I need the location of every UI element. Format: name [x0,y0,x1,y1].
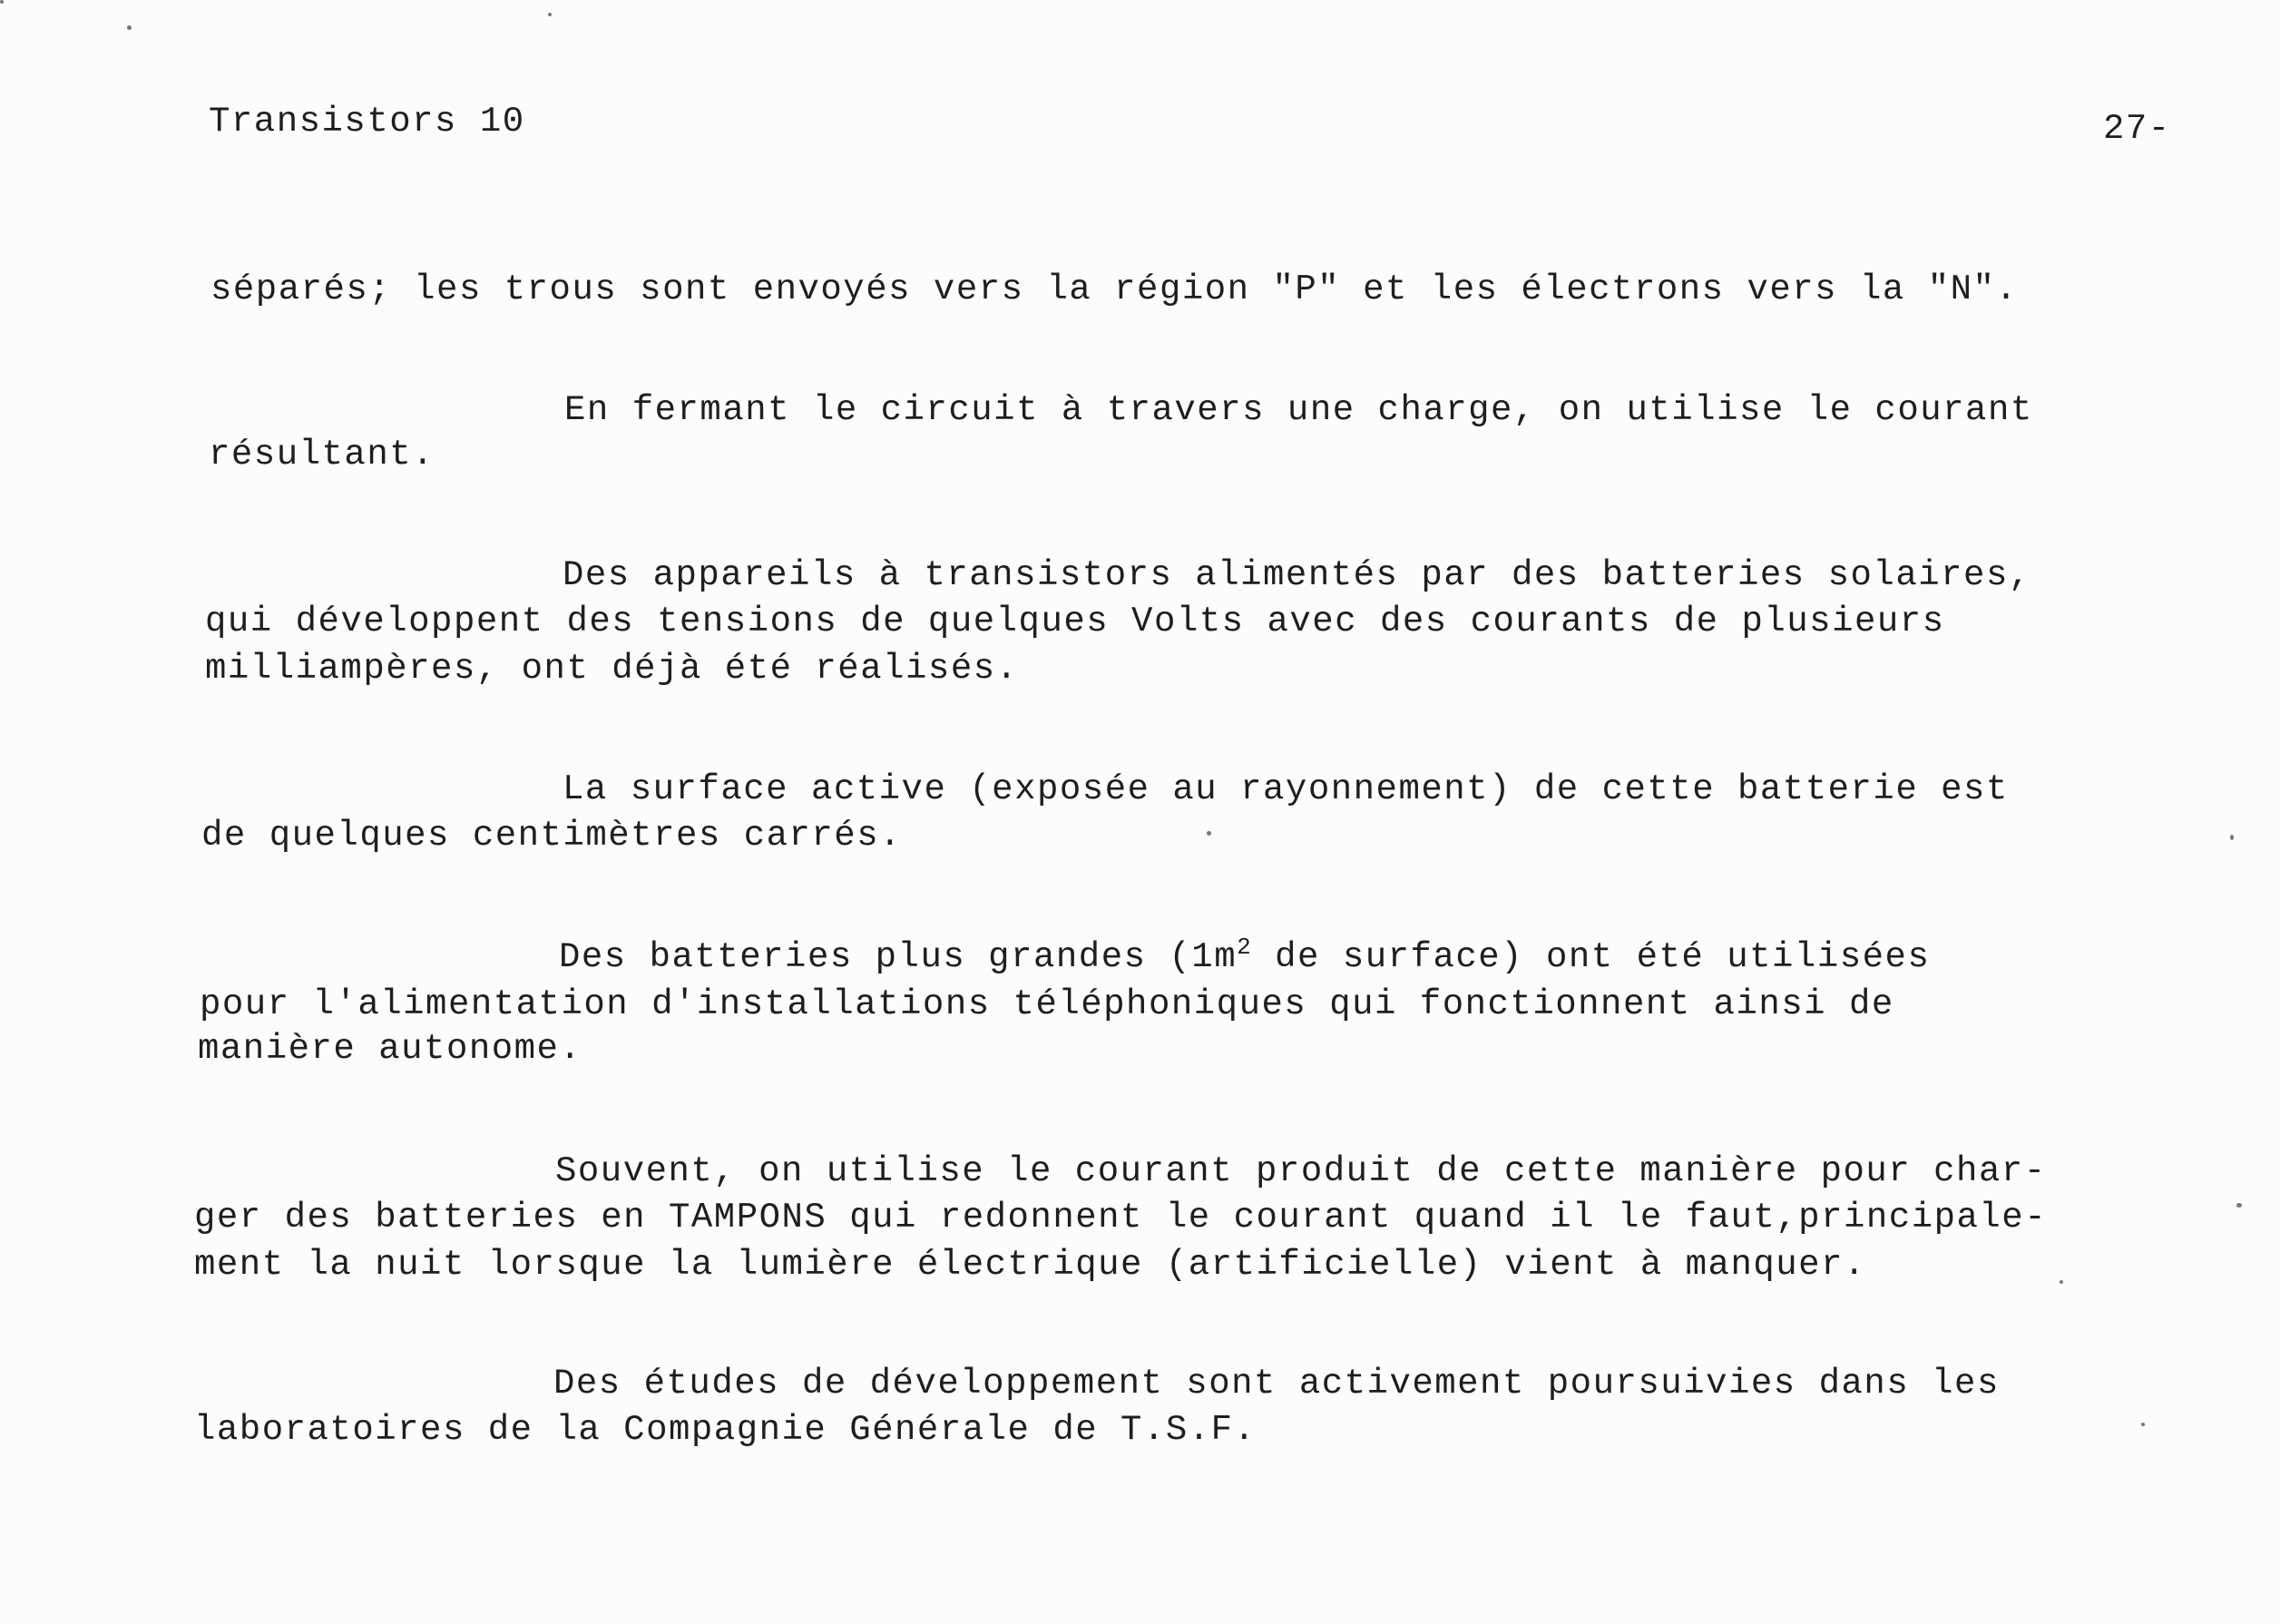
paragraph-6-line-2: ger des batteries en TAMPONS qui redonnent le courant quand il le faut,principale- [194,1198,2048,1238]
paragraph-2-line-1: En fermant le circuit à travers une charge, on utilise le courant [564,390,2033,430]
paragraph-5-line-1-before: Des batteries plus grandes (1m [559,937,1238,977]
scan-speck [2060,1280,2063,1284]
scan-speck [548,13,552,16]
scan-speck [0,0,4,4]
paragraph-5-line-2: pour l'alimentation d'installations téléphoniques qui fonctionnent ainsi de [200,984,1894,1024]
superscript-exponent: 2 [1237,934,1253,961]
page-number: 27- [2103,109,2171,149]
scan-speck [2141,1423,2145,1426]
paragraph-6-line-3: ment la nuit lorsque la lumière électrique (artificielle) vient à manquer. [194,1245,1866,1285]
paragraph-2-line-2: résultant. [209,435,435,474]
paragraph-4-line-2: de quelques centimètres carrés. [201,816,903,856]
paragraph-7-line-2: laboratoires de la Compagnie Générale de T.S.F. [194,1410,1257,1450]
running-header-title: Transistors 10 [209,102,525,142]
paragraph-5-line-3: manière autonome. [198,1029,582,1069]
paragraph-4-line-1: La surface active (exposée au rayonnement) de cette batterie est [563,769,2009,809]
scan-speck [1207,831,1211,836]
paragraph-5-line-1 [559,934,1931,977]
paragraph-3-line-1: Des appareils à transistors alimentés par des batteries solaires, [563,555,2031,595]
scan-speck [2230,835,2234,840]
paragraph-3-line-3: milliampères, ont déjà été réalisés. [205,649,1019,689]
paragraph-3-line-2: qui développent des tensions de quelques Volts avec des courants de plusieurs [205,602,1945,641]
scan-speck [127,25,132,30]
paragraph-1-line-1: séparés; les trous sont envoyés vers la région "P" et les électrons vers la "N". [210,269,2019,309]
paragraph-5-line-1-after: de surface) ont été utilisées [1252,937,1931,977]
paragraph-7-line-1: Des études de développement sont activement poursuivies dans les [553,1364,2000,1404]
scan-speck [2236,1203,2242,1208]
paragraph-6-line-1: Souvent, on utilise le courant produit de cette manière pour char- [555,1151,2047,1191]
